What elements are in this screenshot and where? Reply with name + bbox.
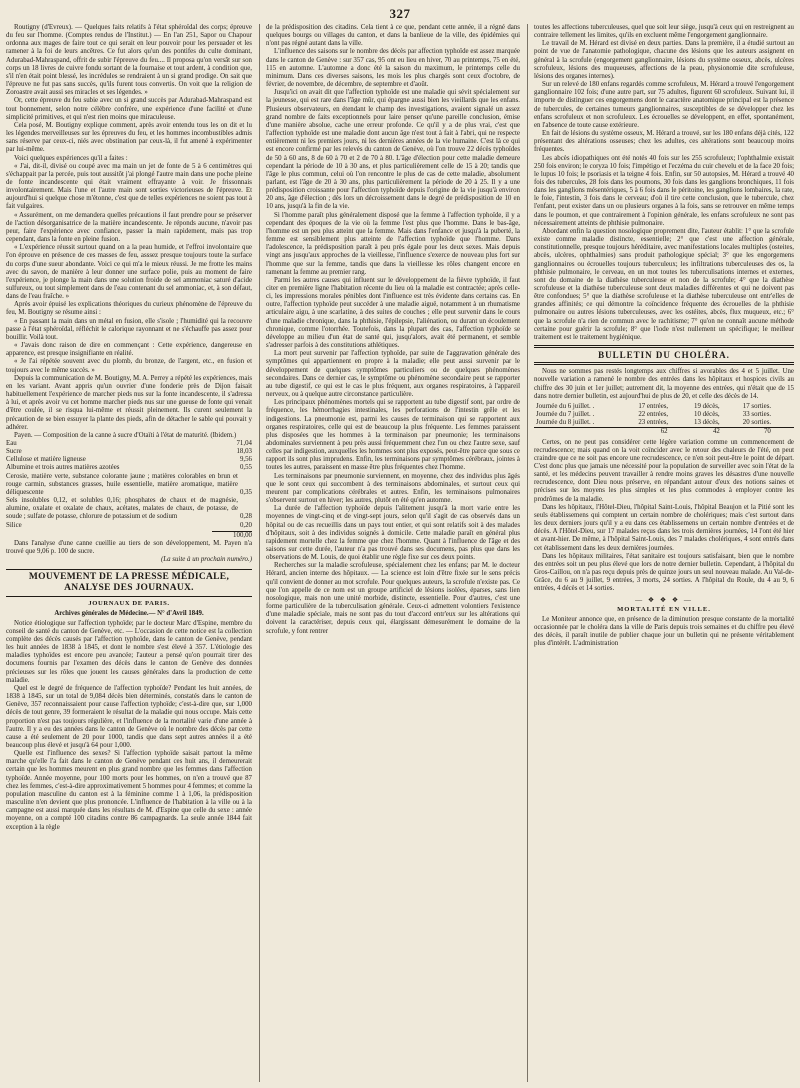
- paragraph: de la prédisposition des citadins. Cela tient à ce que, pendant cette année, il a régné dans quelques bourgs ou villages du canton, et dans la banlieue de la ville, des épidémies qui n'ont pas régné autant dans la ville.: [266, 24, 520, 48]
- paragraph: Après avoir épuisé les explications théoriques du curieux phénomène de l'épreuve du feu, M. Boutigny se résume ainsi :: [6, 301, 252, 317]
- table-total-row: [534, 428, 794, 437]
- table-label: Sels insolubles 0,12, et solubles 0,16; phosphates de chaux et de magnésie, alumine, oxalate et oxalate de chaux, acétates, malates de chaux, de potasse, de soude ; sulfate de potasse, chlorure de potassium et de sodium: [6, 497, 238, 521]
- section-rule: [534, 362, 794, 365]
- paragraph: Certes, on ne peut pas considérer cette légère variation comme un commencement de recrudescence; mais quand on la voit coïncider avec le retour des chaleurs de l'été, on peut craindre que ce ne soit pas encore une recrudescence, ce n'en soit peut-être le point de départ. C'est donc plus que jamais une nécessité pour la population de surveiller avec soin l'état de la santé, et les médecins peuvent travailler à rendre moins graves les désastres d'une nouvelle recrudescence, dont Dieu nous préserve, en répandant autour d'eux des notions saines et précises sur les moyens les plus simples et les plus commodes à employer contre les prodrômes de la maladie.: [534, 438, 794, 503]
- paragraph-scrofule: Recherches sur la maladie scrofuleuse, spécialement chez les enfans; par M. le docteur Hérard, ancien interne des hôpitaux. — La science est loin d'être fixée sur le sens précis qu'il convient de donner au mot scrofule. Pour quelques auteurs, la scrofule n'existe pas. Ce que l'on appelle de ce nom est un groupe artificiel de lésions isolées, éparses, sans lien nosologique, mais non une unité morbide, distincte, essentielle. Pour d'autres, c'est une forme particulière de la tuberculisation générale. Ceux-ci admettent volontiers l'existence d'une maladie spéciale, mais ne sont pas du tout d'accord entr'eux sur les altérations qui doivent la caractériser, depuis ceux qui, élargissant démesurément le domaine de la scrofule, y font rentrer: [266, 562, 520, 635]
- paragraph: toutes les affections tuberculeuses, quel que soit leur siège, jusqu'à ceux qui en restreignent au contraire tellement les limites, qu'ils en excluent même l'engorgement ganglionnaire.: [534, 24, 794, 40]
- paragraph: La mort peut survenir par l'affection typhoïde, par suite de l'aggravation générale des symptômes qui appartiennent en propre à la maladie; elle peut aussi survenir par le développement de quelques symptômes particuliers ou de quelques phénomènes secondaires. Dans ce dernier cas, le symptôme ou phénomène secondaire peut se rapporter au tube digestif, ce qui est le cas le plus fréquent, aux organes respiratoires, à l'appareil nerveux, ou à quelque autre circonstance particulière.: [266, 350, 520, 399]
- table-label: Albumine et trois autres matières azotées: [6, 464, 120, 472]
- table-row: [6, 497, 252, 521]
- page-number: 327: [389, 6, 411, 21]
- ornament-divider: — ❖ ❖ ❖ —: [635, 596, 693, 605]
- column-1: [6, 24, 252, 1082]
- table-value: 0,20: [239, 521, 252, 529]
- table-total-cell: 42: [692, 428, 741, 437]
- paragraph: Abordant enfin la question nosologique proprement dite, l'auteur établit: 1° que la scrofule existe comme maladie distincte, essentielle; 2° que c'est une affection générale, constitutionnelle, presque toujours héréditaire, avec manifestations locales multiples (osteites, abcès, ulcères, ophthalmies) sans produit pathologique spécial; 3° que les engorgemens ganglionnaires ou écrouelles toujours tuberculeux; les infiltrations tuberculeuses des os, la phthisie pulmonaire, le cerveau, en un mot toutes les tuberculisations internes et externes, sont du domaine de la diathèse tuberculeuse et non de la scrofule; 4° que la diathèse scrofuleuse et la diathèse tuberculeuse sont deux maladies différentes et qui ne doivent pas être confondues; 5° que la diathèse scrofuleuse et la diathèse tuberculeuse ont entr'elles de grandes affinités; ce qui démontre la coïncidence fréquente des écrouelles de la phthisie pulmonaire ou autres lésions tuberculeuses, avec les ostéites, abcès, flux muqueux, etc.; 6° que la scrofule n'a rien de commun avec le rachitisme; 7° qu'on ne connaît aucune méthode certaine pour guérir la scrofule; 8° que l'iode n'est nullement un spécifique; le meilleur traitement est le traitement hygiénique.: [534, 227, 794, 341]
- paragraph: Cela posé, M. Boutigny explique comment, après avoir entendu tous les on dit et lu les légendes merveilleuses sur les épreuves du feu, et les hommes incombustibles admis sans réserve par ceux-ci, niés avec obstination par ceux-là, il fut amené à expérimenter par lui-même.: [6, 121, 252, 154]
- paragraph: Depuis la communication de M. Boutigny, M. A. Perrey a répété les expériences, mais en les variant. Avant appris qu'un ouvrier d'une fonderie près de Dijon faisait habituellement l'expérience de marcher pieds nus sur la fonte incandescente, il s'adressa à lui, et après avoir vu cet homme marcher pieds nus sur une gueuse de fonte qui venait d'être coulée, il se risqua lui-même et réussit pleinement. Ils curent seulement la précaution de se bien essuyer la plante des pieds, afin de détacher le sable qui pouvait y adhérer.: [6, 374, 252, 431]
- table-row: [534, 411, 794, 419]
- section-title-presse: MOUVEMENT DE LA PRESSE MÉDICALE, ANALYSE DES JOURNAUX.: [6, 569, 252, 597]
- table-cell: Journée du 7 juillet. .: [536, 411, 595, 419]
- table-cell: [534, 428, 636, 437]
- table-value: 0,55: [239, 464, 252, 472]
- paragraph: « Assurément, on me demandera quelles précautions il faut prendre pour se préserver de l'action désorganisatrice de la matière incandescente. Je réponds aucune, n'avoir pas peur, faire l'expérience avec confiance, passer la main rapidement, mais pas trop cependant, dans la fonte en pleine fusion.: [6, 211, 252, 244]
- paragraph: Parmi les autres causes qui influent sur le développement de la fièvre typhoïde, il faut citer en première ligne l'habitation récente du lieu où la maladie est contractée; après celle-ci, les impressions morales pénibles dont l'influence est très évidente dans certains cas. En outre, l'affection typhoïde peut succéder à une maladie aiguë, notamment à un rhumatisme articulaire aigu, à une scarlatine, à des suites de couches ; elle peut survenir dans le cours d'une maladie chronique, dans la phthisie, l'épilepsie, l'aliénation, ou durant un écoulement chronique, comme l'otorrhée. Toutefois, dans la plupart des cas, l'affection typhoïde se développe au milieu d'un état de santé qui, jusqu'alors, avait été permanent, et semble s'adresser parfois à des constitutions athlétiques.: [266, 276, 520, 350]
- paragraph: Les abcès idiopathiques ont été notés 40 fois sur les 255 scrofuleux; l'ophthalmie existait 250 fois environ; le coryza 10 fois; l'impétigo et l'eczéma du cuir chevelu et de la face 20 fois; le lupus 10 fois; le psoriasis et la teigne 4 fois. Enfin, sur 50 autopsies, M. Hérard a trouvé 40 fois des tubercules, 28 fois dans les poumons, 30 fois dans les ganglions bronchiques, 11 fois dans les ganglions mésentériques, 5 à 6 fois dans le péritoine, les ganglions lombaires, la rate, le foie, l'intestin, 3 fois dans le cerveau; d'où il tire cette conclusion, que le tubercule, chez l'enfant, peut exister dans un ou plusieurs organes à la fois, sans se retrouver en même temps dans le poumon, et que contrairement à l'opinion générale, les enfans scrofuleux ne sont pas nécessairement atteints de phthisie pulmonaire.: [534, 154, 794, 227]
- table-total-cell: 62: [636, 428, 692, 437]
- table-cell: 23 entrées,: [638, 419, 669, 427]
- table-cell: 17 sorties.: [742, 402, 772, 410]
- paragraph: Dans les hôpitaux militaires, l'état sanitaire est toujours satisfaisant, bien que le nombre des entrées soit un peu plus élevé que lors de notre dernier bulletin. Cependant, à l'hôpital du Gros-Caillou, on n'a pas reçu depuis près de quinze jours un seul nouveau malade. Au Val-de-Grâce, du 6 au 9 juillet, 9 entrées, 3 morts, 24 sorties. A l'hôpital du Roule, du 4 au 9, 6 entrées, 4 décès et 14 sorties.: [534, 552, 794, 593]
- paragraph: En fait de lésions du système osseux, M. Hérard a trouvé, sur les 180 enfans déjà cités, 122 présentant des altérations osseuses; chez les adultes, ces altérations sont beaucoup moins fréquentes.: [534, 130, 794, 154]
- table-label: Silice: [6, 521, 22, 529]
- composition-table: [6, 440, 252, 540]
- paragraph: Jusqu'ici on avait dit que l'affection typhoïde est une maladie qui sévit spécialement sur la jeunesse, qui est rare dans l'âge mûr, qui épargne aussi bien les vieillards que les enfans. Plusieurs observateurs, en étendant le champ des investigations, avaient signalé un assez grand nombre de faits exceptionnels pour laire penser qu'une pareille conclusion, émise d'une manière absolue, cache une erreur profonde. Ce qu'il y a de plus vrai, c'est que l'affection typhoïde est une maladie dont aucun âge n'est tout à fait à l'abri, qui ne respecte entièrement ni les premiers jours, ni les dernières années de la vie humaine. C'est là ce qui est encore confirmé par les relevés du canton de Genève, où l'on trouve 22 décès typhoïdes de 50 à 60 ans, 8 de 60 à 70 et 2 de 70 à 80. L'âge d'élection pour cette maladie demeure cependant la période de 10 à 30 ans, et plus particulièrement celle de 15 à 20; tandis que l'âge le plus commun, celui où l'on rencontre le plus de cas de cette maladie, absolument parlant, est l'âge de 20 à 30 ans, plus particulièrement la période de 20 à 25. Il y a une prédisposition croissante pour l'affection typhoïde depuis l'origine de la vie jusqu'à environ 20 ans, âge d'élection ; dès lors un décroissement dans le degré de prédisposition de 10 en 10 ans, jusqu'à la fin de la vie.: [266, 89, 520, 211]
- paragraph: « J'ai, dit-il, divisé ou coupé avec ma main un jet de fonte de 5 à 6 centimètres qui s'échappait par la percée, puis tout aussitôt j'ai plongé l'autre main dans une poche pleine de fonte incandescente qui était vraiment effrayante à voir. Je frissonnais involontairement. Mais l'une et l'autre main sont sorties victorieuses de l'épreuve. Et aujourd'hui si quelque chose m'étonne, c'est que de telles expériences ne soient pas tout à fait vulgaires.: [6, 162, 252, 211]
- paragraph: Le travail de M. Hérard est divisé en deux parties. Dans la première, il a étudié surtout au point de vue de l'anatomie pathologique, chacune des lésions que les auteurs assignent en général à la scrofule (engorgement ganglionnaire, lésions du système osseux, abcès, ulcères scrofuleux, lésions des muqueuses, affections de la peau, physionomie dite scrofuleuse, lésions des organes internes).: [534, 40, 794, 80]
- paragraph: Nous ne sommes pas restés longtemps aux chiffres si avorables des 4 et 5 juillet. Une nouvelle variation a ramené le nombre des entrées dans les hôpitaux et hospices civils au chiffre des 30 juin et 1er juillet; autrement dit, la moyenne des entrées, qui n'était que de 15 dans notre dernier bulletin, est aujourd'hui de plus de 20, et celle des décès de 14.: [534, 368, 794, 400]
- paragraph: Quel est le degré de fréquence de l'affection typhoïde? Pendant les huit années, de 1838 à 1845, sur un total de 9,084 décès bien déterminés, constatés dans le canton de Genève, 357 reconnaissaient pour cause l'affection typhoïde; c'est-à-dire que, sur 1,000 décès de tout genre, 39 formeraient le résultat de la maladie qui nous occupe. Mais cette proportion n'est pas toujours régulière, et l'influence de la mortalité varie d'une année à l'autre. Il y a eu des années dans le canton de Genève où le nombre des décès par cette cause a été seulement de 20 pour 1000, tandis que dans sept autres années il a été beaucoup plus élevé et jusqu'à 64 pour 1,000.: [6, 684, 252, 749]
- paragraph: Les principaux phénomènes mortels qui se rapportent au tube digestif sont, par ordre de fréquence, les hémorrhagies intestinales, les perforations de l'intestin grêle et les indigestions. La pneumonie est, parmi les causes de terminaison qui se rapportent aux organes respiratoires, celle qui est de beaucoup la plus fréquente. Les femmes paraissent plus disposées que les hommes à la terminaison par pneumonie; les terminaisons abdominales surviennent à peu près aussi fréquemment chez l'un ou chez l'autre sexe, sauf celles par indigestion, auxquelles les hommes sont plus exposés, peut-être parce que sous ce rapport ils sont plus imprudens. Enfin, les terminaisons par symptômes cérébraux, jointes à toutes les autres, paraissent en masse être plus fréquentes chez l'homme.: [266, 399, 520, 472]
- paragraph: Si l'homme paraît plus généralement disposé que la femme à l'affection typhoïde, il y a cependant des époques de la vie où la femme l'est plus que l'homme. Dans le bas-âge, l'homme est un peu plus atteint que la femme. Mais dans l'enfance et jusqu'à la puberté, la femme est sensiblement plus atteinte de l'affection typhoïde que l'homme. Dans l'adolescence, la prédisposition paraît à peu près égale pour les deux sexes. Mais depuis vingt ans jusqu'aux approches de la vieillesse, l'influence s'exerce de nouveau plus fort sur l'homme que sur la femme, tandis que dans la vieillesse les rôles changent encore en ramenant la femme au premier rang.: [266, 211, 520, 276]
- table-label: Sucre: [6, 448, 22, 456]
- table-cell: 20 sorties.: [742, 419, 772, 427]
- cholera-table: [534, 403, 794, 437]
- table-row: [6, 522, 252, 530]
- table-value: 71,04: [236, 439, 252, 447]
- column-divider-left: [259, 24, 260, 1082]
- paragraph: Or, cette épreuve du feu subie avec un si grand succès par Adurabad-Mahraspand est tout bonnement, selon notre célèbre confrère, une expérience d'une facilité et d'une simplicité primitives, et qui n'est rien moins que miraculeuse.: [6, 97, 252, 121]
- table-row: [534, 403, 794, 411]
- table-cell: 10 décès,: [694, 411, 720, 419]
- paragraph-boutigny-intro: Routigny (d'Evreux). — Quelques faits relatifs à l'état sphéroïdal des corps; épreuve du feu sur l'homme. (Comptes rendus de l'Institut.) — En l'an 251, Sapor ou Chapour ordonna aux mages de faire tout ce qui serait en leur pouvoir pour les persuader et les ramener à la foi de leurs ancêtres. Ce fut alors qu'un des pontifes du culte dominant, Adurabad-Mahraspand, offrit de subir l'épreuve du feu.... Il proposa qu'on versât sur son corps un 18 livres de cuivre fondu sortant de la fournaise et tout ardent, à condition que, s'il n'en était point blessé, les incrédules se rendraient à un si grand prodige. On sait que l'épreuve ne fut pas sans succès, qu'ils furent tous convertis. On voit que la religion de Zoroastre avait aussi ses miracles et ses légendes. »: [6, 24, 252, 97]
- column-2: [266, 24, 520, 1082]
- paragraph: « J'avais donc raison de dire en commençant : Cette expérience, dangereuse en apparence, est presque insignifiante en réalité.: [6, 342, 252, 358]
- table-row: [6, 464, 252, 472]
- cholera-bulletin-title: BULLETIN DU CHOLÉRA.: [598, 350, 730, 361]
- paragraph: Voici quelques expériences qu'il a faites :: [14, 154, 128, 162]
- paragraph: Dans l'analyse d'une canne cueillie au tiers de son développement, M. Payen n'a trouvé que 9,06 p. 100 de sucre.: [6, 539, 252, 555]
- paragraph-typhoide: Notice étiologique sur l'affection typhoïde; par le docteur Marc d'Espine, membre du conseil de santé du canton de Genève, etc. — L'occasion de cette notice est la collection complète des décès causés par l'affection typhoïde, dans le canton de Genève, pendant les huit années de 1838 à 1845, et dont le nombre s'est élevé à 357. L'étiologie des maladies typhoïdes est encore peu avancée; l'auteur a pensé qu'on pourrait tirer des documens fournis par l'examen des décès dans le canton de Genève des données précieuses sur les rôles que jouent les causes générales dans la production de cette maladie.: [6, 619, 252, 684]
- column-divider-right: [527, 24, 528, 1082]
- table-label: Cerosie, matière verte, substance colorante jaune ; matières colorables en brun et rouge carmin, substances grasses, huile essentielle, matière aromatique, matière déliquescente: [6, 472, 238, 496]
- table-total-cell: 70: [741, 428, 794, 437]
- paragraph: « En passant la main dans un métal en fusion, elle s'isole ; l'humidité qui la recouvre passe à l'état sphéroïdal, réfléchit le calorique rayonnant et ne s'échauffe pas assez pour bouillir. Voilà tout.: [6, 317, 252, 341]
- paragraph: Dans les hôpitaux, l'Hôtel-Dieu, l'hôpital Saint-Louis, l'hôpital Beaujon et la Pitié sont les seuls établissemens qui comptent un certain nombre de cholériques; mais c'est surtout dans les deux derniers jours qu'il y a eu dans ces établissemens un certain nombre d'entrées et de décès. A l'Hôtel-Dieu, sur 17 malades reçus dans les trois dernières journées, 14 l'ont été hier et avant-hier. De même, à l'hôpital Saint-Louis, des 7 malades cholériques, 4 sont entrés dans cet établissement dans les deux dernières journées.: [534, 503, 794, 552]
- table-row: [6, 448, 252, 456]
- table-total: 100,00: [233, 531, 252, 539]
- table-row: [534, 419, 794, 428]
- mortalite-title: MORTALITÉ EN VILLE.: [617, 605, 711, 613]
- table-cell: 22 entrées,: [638, 411, 669, 419]
- table-label: Cellulose et matière ligneuse: [6, 456, 86, 464]
- table-cell: Journée du 8 juillet. .: [536, 419, 595, 427]
- continuation-note: (La suite à un prochain numéro.): [161, 556, 252, 564]
- table-cell: 33 sorties.: [742, 411, 772, 419]
- table-value: 9,56: [239, 456, 252, 464]
- paragraph: « L'expérience réussit surtout quand on a la peau humide, et l'effroi involontaire que l'on éprouve en présence de ces masses de feu, asssez presque toujours toute la surface du corps d'une sueur abondante. Voici ce qui m'a le mieux réussi. Je me frotte les mains avec du savon, de manière à leur donner une surface polie, puis au moment de faire l'expérience, je plonge la main dans une solution froide de sel ammoniac saturé d'acide sulfureux, ou tout simplement dans de l'eau contenant du sel ammoniac, et, à son défaut, dans de l'eau fraîche. »: [6, 244, 252, 301]
- paragraph: Les terminaisons par pneumonie surviennent, en moyenne, chez des individus plus âgés que le sont ceux qui succombent à des terminaisons abdominales, et surtout ceux qui meurent par complications cérébrales et autres. Enfin, les terminaisons pulmonaires s'observent surtout en hiver; les autres, plutôt en été qu'en automne.: [266, 472, 520, 505]
- table-row: [6, 473, 252, 497]
- paragraph: Quelle est l'influence des sexes? Si l'affection typhoïde saisait partout la même marche qu'elle l'a fait dans le canton de Genève pendant ces huit ans, il demeurerait certain que les hommes meurent en plus grand nombre que les femmes dans l'affection typhoïde. Année moyenne, pour 100 morts pour les hommes, on n'en a trouvé que 87 chez les femmes, c'est-à-dire approximativement 5 hommes pour 4 femmes; et comme la population masculine du canton est à la féminine comme 1 à 1,06, la prédisposition masculine n'en devient que plus prononcée. L'influence de l'habitation à la ville ou à la campagne est aussi marquée dans les résultats de M. d'Espine que celle du sexe : année moyenne, on a compté 100 citadins contre 86 campagnards. La seule année 1844 fait exception à la règle: [6, 750, 252, 831]
- paragraph: Le Moniteur annonce que, en présence de la diminution presque constante de la mortalité occasionnée par le choléra dans la ville de Paris depuis trois semaines et du chiffre peu élevé des décès, il paraît inutile de publier chaque jour un bulletin qui ne présente véritablement plus d'intérêt. L'administration: [534, 615, 794, 648]
- journal-name: Archives générales de Médecine.— N° d'Avril 1849.: [54, 610, 204, 618]
- table-cell: Journée du 6 juillet. .: [536, 402, 595, 410]
- paragraph: « Je l'ai répétée souvent avec du plomb, du bronze, de l'argent, etc., en fusion et toujours avec le même succès. »: [6, 358, 252, 374]
- table-cell: 19 décès,: [694, 402, 720, 410]
- table-cell: 13 décès,: [694, 419, 720, 427]
- paragraph: Sur un relevé de 180 enfans regardés comme scrofuleux, M. Hérard a trouvé l'engorgement ganglionnaire 102 fois; d'une autre part, sur 75 adultes, figurent 60 scrofuleux. Suivant lui, il importe de distinguer ces engorgemens dont le caractère anatomique principal est la présence de tubercules, de certaines tumeurs ganglionnaires, susceptibles de se développer chez les enfans scrofuleux et non scrofuleux. Les écrouelles se développent, en effet, spontanément, en l'absence de toute cause extérieure.: [534, 81, 794, 129]
- table-row: [6, 456, 252, 464]
- section-rule: [534, 345, 794, 348]
- sub-heading-journaux: JOURNAUX DE PARIS.: [88, 600, 170, 608]
- table-cell: 17 entrées,: [638, 402, 669, 410]
- column-3: [534, 24, 794, 1082]
- table-row: [6, 440, 252, 448]
- table-value: 0,28: [239, 513, 252, 521]
- paragraph: L'influence des saisons sur le nombre des décès par affection typhoïde est assez marquée dans le canton de Genève : sur 357 cas, 95 ont eu lieu en hiver, 70 au printemps, 75 en été, 115 en automne. L'automne a donc été la saison du maximum, le printemps celle du minimum. Dans ces diverses saisons, les mois les plus chargés sont ceux d'octobre, de février, de novembre, de décembre, de septembre et d'août.: [266, 48, 520, 89]
- paragraph-payen: Payen. — Composition de la canne à sucre d'Otaïti à l'état de maturité. (Ibidem.): [14, 431, 237, 439]
- table-value: 0,35: [239, 488, 252, 496]
- table-value: 18,03: [236, 448, 252, 456]
- paragraph: La durée de l'affection typhoïde depuis l'alitement jusqu'à la mort varie entre les moyennes de vingt-cinq et de vingt-sept jours, selon qu'il s'agit de cas observés dans un hôpital ou de cas recueillis dans un pays tout entier, et qui sont relatifs soit à des malades d'hôpitaux, soit à des individus soignés à domicile. Cette maladie paraît en général plus rapidement mortelle chez la femme que chez l'homme. Quant à l'influence de l'âge et des saisons sur cette durée, l'auteur n'a pas trouvé dans ses documens, pas plus que dans les observations de M. Louis, de quoi établir une règle fixe sur ces deux points.: [266, 505, 520, 562]
- table-label: Eau: [6, 439, 17, 447]
